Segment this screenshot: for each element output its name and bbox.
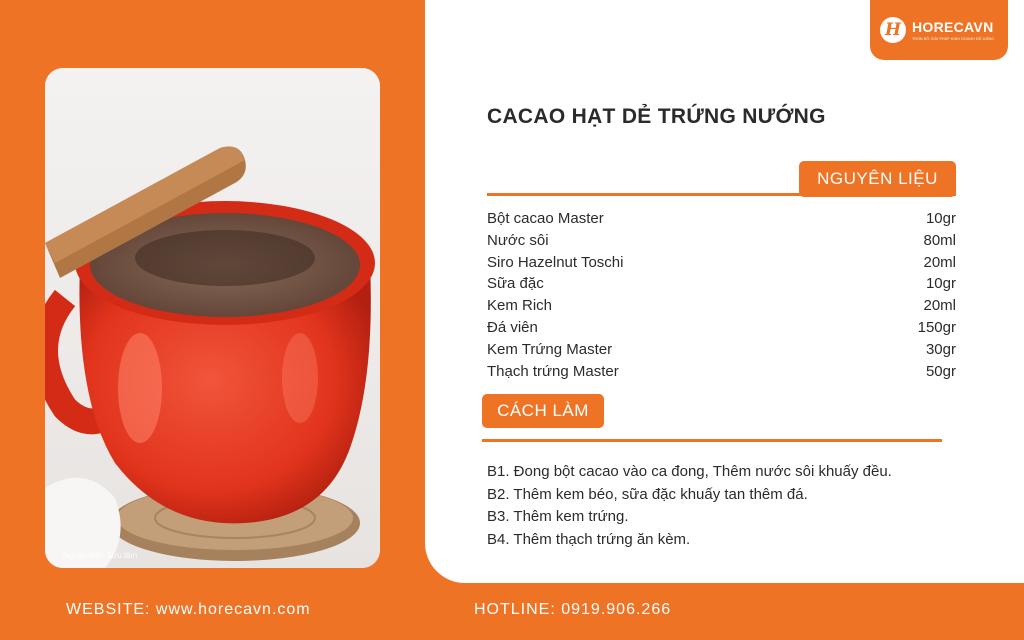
logo-tagline: TRỌN BỘ GIẢI PHÁP KINH DOANH ĐỒ UỐNG bbox=[912, 37, 995, 41]
ingredient-name: Kem Trứng Master bbox=[487, 340, 613, 358]
method-step: B3. Thêm kem trứng. bbox=[487, 508, 629, 525]
ingredient-name: Đá viên bbox=[487, 318, 538, 336]
method-heading: CÁCH LÀM bbox=[482, 394, 604, 428]
ingredient-qty: 20ml bbox=[923, 253, 956, 271]
mug-illustration bbox=[45, 68, 380, 568]
ingredient-row bbox=[487, 208, 956, 230]
method-step: B2. Thêm kem béo, sữa đặc khuấy tan thêm đá. bbox=[487, 485, 808, 503]
ingredient-qty: 50gr bbox=[925, 362, 956, 380]
ingredient-row bbox=[487, 295, 956, 317]
method-step: B1. Đong bột cacao vào ca đong, Thêm nước sôi khuấy đều. bbox=[487, 463, 892, 480]
horecavn-logo[interactable] bbox=[870, 0, 1008, 60]
ingredient-qty: 20ml bbox=[923, 297, 956, 315]
ingredients-heading: NGUYÊN LIỆU bbox=[799, 161, 956, 197]
ingredient-name: Bột cacao Master bbox=[487, 210, 604, 227]
cocoa-mug-photo bbox=[45, 68, 380, 568]
logo-h-icon: H bbox=[880, 17, 906, 43]
ingredient-name: Sữa đặc bbox=[487, 275, 544, 293]
footer-hotline[interactable]: HOTLINE: 0919.906.266 bbox=[474, 601, 672, 618]
ingredients-divider bbox=[487, 193, 956, 196]
ingredient-name: Nước sôi bbox=[487, 231, 549, 249]
method-divider bbox=[482, 439, 942, 442]
recipe-title: CACAO HẠT DẺ TRỨNG NƯỚNG bbox=[487, 105, 826, 128]
ingredient-row bbox=[487, 252, 956, 274]
ingredient-row bbox=[487, 230, 956, 252]
ingredients-list bbox=[487, 208, 956, 382]
ingredient-name: Kem Rich bbox=[487, 297, 553, 315]
ingredient-row bbox=[487, 361, 956, 383]
ingredient-row bbox=[487, 273, 956, 295]
ingredient-row bbox=[487, 317, 956, 339]
ingredient-qty: 150gr bbox=[917, 318, 956, 336]
ingredient-qty: 30gr bbox=[925, 340, 956, 358]
method-steps bbox=[487, 461, 892, 551]
method-step: B4. Thêm thạch trứng ăn kèm. bbox=[487, 530, 691, 548]
footer-website[interactable]: WEBSITE: www.horecavn.com bbox=[66, 601, 311, 618]
ingredient-qty: 80ml bbox=[923, 231, 956, 249]
ingredient-name: Siro Hazelnut Toschi bbox=[487, 253, 624, 271]
ingredient-qty: 10gr bbox=[925, 210, 956, 227]
ingredient-qty: 10gr bbox=[925, 275, 956, 293]
logo-name: HORECAVN bbox=[912, 19, 994, 35]
ingredient-name: Thạch trứng Master bbox=[487, 362, 619, 380]
photo-credit: Nguồn ảnh: Sưu tầm bbox=[63, 551, 138, 560]
ingredient-row bbox=[487, 339, 956, 361]
